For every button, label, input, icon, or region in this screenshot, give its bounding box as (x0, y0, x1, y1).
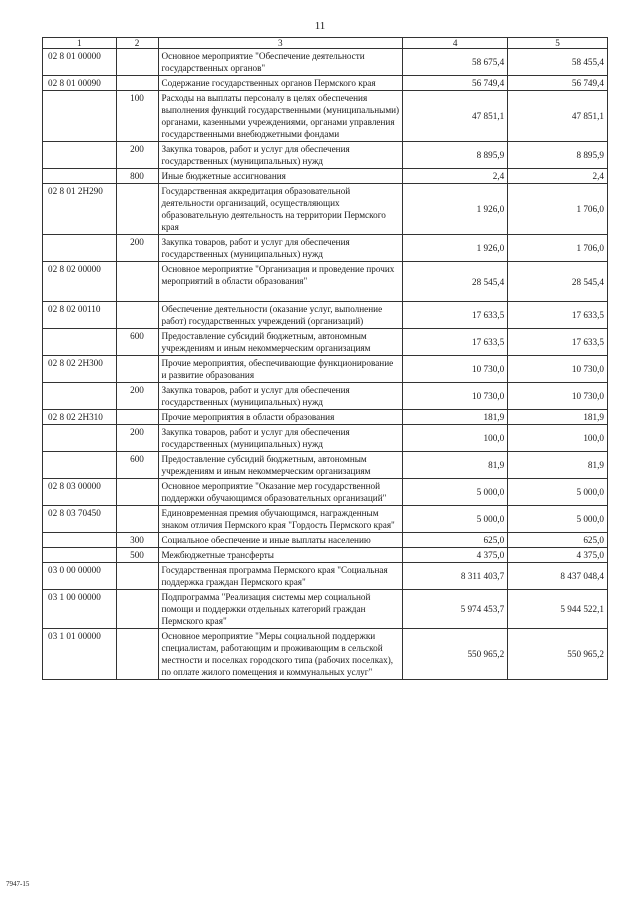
cell-code (43, 91, 117, 142)
cell-value-2016: 81,9 (403, 452, 508, 479)
table-row (43, 302, 608, 329)
cell-value-2017: 81,9 (508, 452, 608, 479)
cell-value-2017: 100,0 (508, 425, 608, 452)
cell-expense-type: 200 (116, 425, 158, 452)
cell-value-2016: 8 895,9 (403, 142, 508, 169)
cell-value-2016: 4 375,0 (403, 548, 508, 563)
cell-code: 03 0 00 00000 (43, 563, 117, 590)
cell-code (43, 169, 117, 184)
header-cell-4: 4 (403, 38, 508, 49)
cell-code (43, 548, 117, 563)
cell-name: Подпрограмма "Реализация системы мер социальной помощи и поддержки отдельных категорий граждан Пермского края" (158, 590, 403, 629)
table-row (43, 452, 608, 479)
cell-expense-type (116, 410, 158, 425)
cell-expense-type: 800 (116, 169, 158, 184)
cell-name: Основное мероприятие "Оказание мер государственной поддержки обучающимся образовательных организаций" (158, 479, 403, 506)
cell-value-2017: 1 706,0 (508, 235, 608, 262)
cell-name: Межбюджетные трансферты (158, 548, 403, 563)
cell-value-2017: 17 633,5 (508, 329, 608, 356)
cell-value-2017: 10 730,0 (508, 356, 608, 383)
cell-code (43, 383, 117, 410)
cell-value-2017: 56 749,4 (508, 76, 608, 91)
cell-value-2017: 58 455,4 (508, 49, 608, 76)
table-row (43, 563, 608, 590)
table-row (43, 425, 608, 452)
cell-code: 02 8 02 00000 (43, 262, 117, 302)
cell-name: Государственная аккредитация образовательной деятельности организаций, осуществляющих образовательную деятельность на территории Пермского края (158, 184, 403, 235)
header-cell-1: 1 (43, 38, 117, 49)
cell-value-2017: 1 706,0 (508, 184, 608, 235)
cell-value-2016: 1 926,0 (403, 184, 508, 235)
cell-expense-type (116, 563, 158, 590)
cell-value-2016: 10 730,0 (403, 383, 508, 410)
cell-value-2017: 181,9 (508, 410, 608, 425)
cell-value-2016: 181,9 (403, 410, 508, 425)
header-cell-5: 5 (508, 38, 608, 49)
cell-value-2016: 10 730,0 (403, 356, 508, 383)
cell-value-2016: 28 545,4 (403, 262, 508, 302)
cell-value-2016: 2,4 (403, 169, 508, 184)
cell-value-2017: 5 000,0 (508, 506, 608, 533)
cell-name: Содержание государственных органов Пермского края (158, 76, 403, 91)
header-cell-3: 3 (158, 38, 403, 49)
cell-code (43, 329, 117, 356)
cell-expense-type: 600 (116, 329, 158, 356)
cell-name: Социальное обеспечение и иные выплаты населению (158, 533, 403, 548)
cell-code (43, 235, 117, 262)
cell-value-2016: 17 633,5 (403, 302, 508, 329)
cell-expense-type: 100 (116, 91, 158, 142)
cell-code: 02 8 01 00090 (43, 76, 117, 91)
cell-value-2017: 10 730,0 (508, 383, 608, 410)
cell-value-2016: 550 965,2 (403, 629, 508, 680)
table-row (43, 169, 608, 184)
cell-code (43, 533, 117, 548)
cell-value-2017: 8 895,9 (508, 142, 608, 169)
cell-code: 02 8 01 00000 (43, 49, 117, 76)
cell-code (43, 452, 117, 479)
cell-name: Расходы на выплаты персоналу в целях обеспечения выполнения функций государственными (муниципальными) органами, казенными учреждениями, органами управления государственными внебюджетными фондами (158, 91, 403, 142)
cell-value-2016: 5 000,0 (403, 479, 508, 506)
cell-code (43, 142, 117, 169)
cell-value-2016: 100,0 (403, 425, 508, 452)
cell-value-2017: 28 545,4 (508, 262, 608, 302)
cell-expense-type: 200 (116, 383, 158, 410)
cell-expense-type (116, 479, 158, 506)
cell-value-2016: 5 000,0 (403, 506, 508, 533)
cell-value-2017: 17 633,5 (508, 302, 608, 329)
table-row (43, 410, 608, 425)
cell-name: Предоставление субсидий бюджетным, автономным учреждениям и иным некоммерческим организациям (158, 452, 403, 479)
table-row (43, 91, 608, 142)
table-row (43, 76, 608, 91)
cell-value-2017: 2,4 (508, 169, 608, 184)
table-row (43, 506, 608, 533)
cell-expense-type: 600 (116, 452, 158, 479)
footer-code: 7947-15 (6, 880, 30, 888)
cell-name: Закупка товаров, работ и услуг для обеспечения государственных (муниципальных) нужд (158, 383, 403, 410)
cell-expense-type: 300 (116, 533, 158, 548)
cell-expense-type: 200 (116, 142, 158, 169)
table-row (43, 49, 608, 76)
cell-value-2017: 550 965,2 (508, 629, 608, 680)
cell-name: Прочие мероприятия в области образования (158, 410, 403, 425)
cell-name: Предоставление субсидий бюджетным, автономным учреждениям и иным некоммерческим организациям (158, 329, 403, 356)
cell-name: Прочие мероприятия, обеспечивающие функционирование и развитие образования (158, 356, 403, 383)
table-row (43, 479, 608, 506)
cell-expense-type: 500 (116, 548, 158, 563)
budget-table (42, 37, 608, 680)
cell-expense-type (116, 506, 158, 533)
page-number: 11 (314, 20, 326, 32)
cell-value-2017: 625,0 (508, 533, 608, 548)
cell-value-2016: 625,0 (403, 533, 508, 548)
cell-code (43, 425, 117, 452)
table-row (43, 142, 608, 169)
cell-value-2016: 17 633,5 (403, 329, 508, 356)
cell-expense-type: 200 (116, 235, 158, 262)
cell-value-2017: 47 851,1 (508, 91, 608, 142)
table-row (43, 235, 608, 262)
table-body (43, 49, 608, 680)
cell-expense-type (116, 356, 158, 383)
cell-name: Единовременная премия обучающимся, награжденным знаком отличия Пермского края "Гордость Пермского края" (158, 506, 403, 533)
cell-value-2016: 5 974 453,7 (403, 590, 508, 629)
cell-name: Закупка товаров, работ и услуг для обеспечения государственных (муниципальных) нужд (158, 235, 403, 262)
cell-value-2017: 5 944 522,1 (508, 590, 608, 629)
table-row (43, 383, 608, 410)
table-row (43, 184, 608, 235)
cell-expense-type (116, 184, 158, 235)
cell-name: Государственная программа Пермского края "Социальная поддержка граждан Пермского края" (158, 563, 403, 590)
cell-name: Закупка товаров, работ и услуг для обеспечения государственных (муниципальных) нужд (158, 142, 403, 169)
cell-code: 02 8 02 2Н310 (43, 410, 117, 425)
cell-code: 02 8 02 00110 (43, 302, 117, 329)
table-row (43, 356, 608, 383)
table-row (43, 533, 608, 548)
header-cell-2: 2 (116, 38, 158, 49)
table-row (43, 262, 608, 302)
cell-expense-type (116, 302, 158, 329)
cell-value-2016: 58 675,4 (403, 49, 508, 76)
table-row (43, 329, 608, 356)
cell-expense-type (116, 49, 158, 76)
cell-name: Закупка товаров, работ и услуг для обеспечения государственных (муниципальных) нужд (158, 425, 403, 452)
table-row (43, 590, 608, 629)
cell-code: 03 1 00 00000 (43, 590, 117, 629)
cell-value-2016: 8 311 403,7 (403, 563, 508, 590)
cell-value-2016: 56 749,4 (403, 76, 508, 91)
cell-code: 03 1 01 00000 (43, 629, 117, 680)
cell-value-2016: 1 926,0 (403, 235, 508, 262)
cell-expense-type (116, 629, 158, 680)
cell-name: Основное мероприятие "Обеспечение деятельности государственных органов" (158, 49, 403, 76)
cell-expense-type (116, 76, 158, 91)
cell-name: Иные бюджетные ассигнования (158, 169, 403, 184)
cell-value-2017: 5 000,0 (508, 479, 608, 506)
cell-value-2017: 4 375,0 (508, 548, 608, 563)
table-row (43, 629, 608, 680)
cell-code: 02 8 03 70450 (43, 506, 117, 533)
header-row (43, 38, 608, 49)
cell-code: 02 8 03 00000 (43, 479, 117, 506)
cell-code: 02 8 02 2Н300 (43, 356, 117, 383)
cell-value-2017: 8 437 048,4 (508, 563, 608, 590)
cell-expense-type (116, 262, 158, 302)
table-row (43, 548, 608, 563)
cell-name: Обеспечение деятельности (оказание услуг, выполнение работ) государственных учреждений (организаций) (158, 302, 403, 329)
cell-expense-type (116, 590, 158, 629)
cell-name: Основное мероприятие "Организация и проведение прочих мероприятий в области образования" (158, 262, 403, 302)
cell-code: 02 8 01 2Н290 (43, 184, 117, 235)
cell-value-2016: 47 851,1 (403, 91, 508, 142)
cell-name: Основное мероприятие "Меры социальной поддержки специалистам, работающим и проживающим в сельской местности и поселках городского типа (рабочих поселках), по оплате жилого помещения и коммунальных услуг" (158, 629, 403, 680)
